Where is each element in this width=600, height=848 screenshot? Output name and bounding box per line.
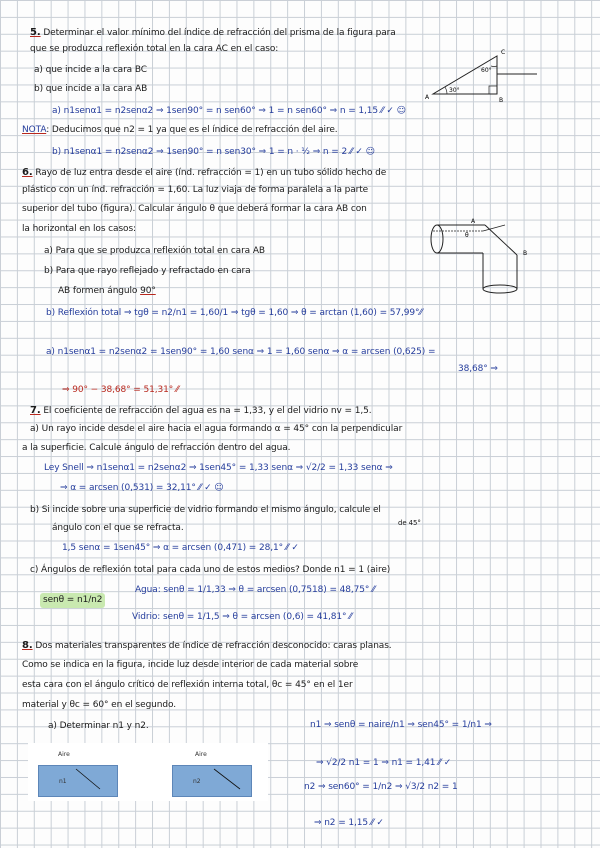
prism-figure xyxy=(425,44,545,104)
p6-part-b-line2: AB formen ángulo 90° xyxy=(58,286,156,296)
p8-solution-line1: n1 ⇒ senθ = naire/n1 ⇒ sen45° = 1/n1 ⇒ xyxy=(310,720,492,730)
tube-label-b: B xyxy=(523,250,528,257)
p6-part-b-line1: b) Para que rayo reflejado y refractado en cara xyxy=(44,266,251,276)
p6-angle-90: 90° xyxy=(140,286,156,296)
p7-solution-water: Agua: senθ = 1/1,33 ⇒ θ = arcsen (0,7518) = 48,75° ⁄⁄ xyxy=(135,585,375,595)
p7-part-c: c) Ángulos de reflexión total para cada uno de estos medios? Donde n1 = 1 (aire) xyxy=(30,565,391,575)
p7-solution-glass: Vidrio: senθ = 1/1,5 ⇒ θ = arcsen (0,6) = 41,81° ⁄⁄ xyxy=(132,612,352,622)
prism-angle-60: 60° xyxy=(481,67,492,74)
p5-solution-a: a) n1senα1 = n2senα2 ⇒ 1sen90° = n sen60° ⇒ 1 = n sen60° ⇒ n = 1,15 ⁄⁄ ✓ ☺ xyxy=(52,106,406,116)
p8-number: 8. xyxy=(22,640,33,651)
p5-statement-line2: que se produzca reflexión total en la cara AC en el caso: xyxy=(30,44,279,54)
p5-note: NOTA: Deducimos que n2 = 1 ya que es el índice de refracción del aire. xyxy=(22,125,338,135)
p6-solution-a-result: 38,68° ⇒ xyxy=(458,364,498,374)
p8-part-a: a) Determinar n1 y n2. xyxy=(48,721,149,731)
p6-statement-line1: 6. Rayo de luz entra desde el aire (índ. refracción = 1) en un tubo sólido hecho de xyxy=(22,167,387,178)
critical-angle-formula: senθ = n1/n2 xyxy=(40,593,105,608)
p7-solution-a-line1: Ley Snell ⇒ n1senα1 = n2senα2 ⇒ 1sen45° = 1,33 senα ⇒ √2/2 = 1,33 senα ⇒ xyxy=(44,463,393,473)
figure-label-n2: n2 xyxy=(193,778,201,785)
p6-solution-b: b) Reflexión total ⇒ tgθ = n2/n1 = 1,60/1 ⇒ tgθ = 1,60 ⇒ θ = arctan (1,60) = 57,99°⁄⁄ xyxy=(46,308,423,318)
p8-solution-line3: n2 ⇒ sen60° = 1/n2 ⇒ √3/2 n2 = 1 xyxy=(304,782,458,792)
p6-number: 6. xyxy=(22,167,33,178)
p5-number: 5. xyxy=(30,27,41,38)
p8-statement-line4: material y θc = 60° en el segundo. xyxy=(22,700,177,710)
p7-number: 7. xyxy=(30,405,41,416)
prism-label-b: B xyxy=(499,97,504,104)
p5-note-label: NOTA xyxy=(22,125,47,135)
p8-solution-line2: ⇒ √2/2 n1 = 1 ⇒ n1 = 1,41 ⁄⁄ ✓ xyxy=(316,758,452,768)
p7-part-b-line1: b) Si incide sobre una superficie de vidrio formando el mismo ángulo, calcule el xyxy=(30,505,381,515)
materials-figure xyxy=(28,743,268,801)
p8-statement-line1: 8. Dos materiales transparentes de índice de refracción desconocido: caras planas. xyxy=(22,640,392,651)
prism-angle-30: 30° xyxy=(449,87,460,94)
p5-solution-b: b) n1senα1 = n2senα2 ⇒ 1sen90° = n sen30° ⇒ 1 = n · ½ ⇒ n = 2 ⁄⁄ ✓ ☺ xyxy=(52,147,375,157)
p8-statement-line3: esta cara con el ángulo crítico de reflexión interna total, θc = 45° en el 1er xyxy=(22,680,353,690)
p7-solution-a-line2: ⇒ α = arcsen (0,531) = 32,11° ⁄⁄ ✓ ☺ xyxy=(60,483,224,493)
p6-solution-a-final: ⇒ 90° − 38,68° = 51,31° ⁄⁄ xyxy=(62,385,179,395)
tube-label-a: A xyxy=(471,218,476,225)
p5-part-a: a) que incide a la cara BC xyxy=(34,65,147,75)
p7-part-b-note: de 45° xyxy=(398,519,421,527)
p7-part-a-line1: a) Un rayo incide desde el aire hacia el agua formando α = 45° con la perpendicular xyxy=(30,424,403,434)
figure-label-air-2: Aire xyxy=(195,751,207,758)
p6-statement-line4: la horizontal en los casos: xyxy=(22,224,136,234)
tube-label-theta: θ xyxy=(465,232,469,239)
figure-label-n1: n1 xyxy=(59,778,67,785)
p6-statement-line2: plástico con un índ. refracción = 1,60. La luz viaja de forma paralela a la parte xyxy=(22,185,369,195)
figure-label-air-1: Aire xyxy=(58,751,70,758)
p6-statement-line3: superior del tubo (figura). Calcular ángulo θ que deberá formar la cara AB con xyxy=(22,204,367,214)
p7-statement-line1: 7. El coeficiente de refracción del agua es na = 1,33, y el del vidrio nv = 1,5. xyxy=(30,405,372,416)
p5-part-b: b) que incide a la cara AB xyxy=(34,84,148,94)
p6-solution-a: a) n1senα1 = n2senα2 = 1sen90° = 1,60 senα ⇒ 1 = 1,60 senα ⇒ α = arcsen (0,625) = xyxy=(46,347,436,357)
p7-solution-b: 1,5 senα = 1sen45° ⇒ α = arcsen (0,471) = 28,1° ⁄⁄ ✓ xyxy=(62,543,299,553)
prism-label-c: C xyxy=(501,49,506,56)
incident-rays xyxy=(28,743,268,801)
p5-statement-line1: 5. Determinar el valor mínimo del índice de refracción del prisma de la figura para xyxy=(30,27,396,38)
p7-part-a-line2: a la superficie. Calcule ángulo de refracción dentro del agua. xyxy=(22,443,291,453)
tube-figure xyxy=(425,215,540,295)
prism-label-a: A xyxy=(425,94,430,101)
p7-part-b-line2: ángulo con el que se refracta. xyxy=(52,523,184,533)
p8-statement-line2: Como se indica en la figura, incide luz desde interior de cada material sobre xyxy=(22,660,359,670)
p6-part-a: a) Para que se produzca reflexión total en cara AB xyxy=(44,246,265,256)
p8-solution-line4: ⇒ n2 = 1,15 ⁄⁄ ✓ xyxy=(314,818,384,828)
